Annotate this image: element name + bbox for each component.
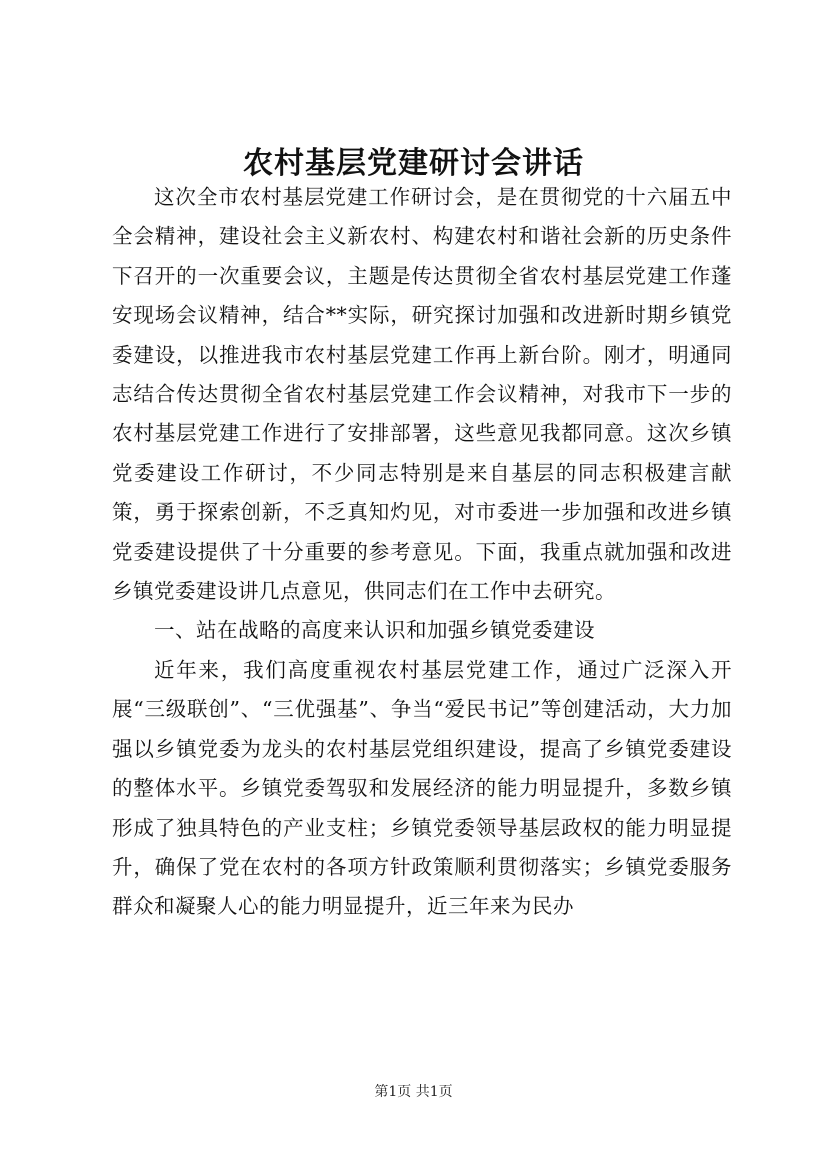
page-footer: 第1页 共1页 — [374, 1084, 453, 1100]
section-heading: 一、站在战略的高度来认识和加强乡镇党委建设 — [154, 618, 595, 643]
section-paragraph: 近年来，我们高度重视农村基层党建工作，通过广泛深入开展“三级联创”、“三优强基”、争当“爱民书记”等创建活动，大力加强以乡镇党委为龙头的农村基层党组织建设，提高了乡镇党委建设的整体水平。乡镇党委驾驭和发展经济的能力明显提升，多数乡镇形成了独具特色的产业支柱；乡镇党委领导基层政权的能力明显提升，确保了党在农村的各项方针政策顺利贯彻落实；乡镇党委服务群众和凝聚人心的能力明显提升，近三年来为民办 — [112, 657, 732, 919]
document-body — [112, 178, 732, 927]
document-title: 农村基层党建研讨会讲话 — [243, 146, 584, 181]
intro-paragraph: 这次全市农村基层党建工作研讨会，是在贯彻党的十六届五中全会精神，建设社会主义新农村、构建农村和谐社会新的历史条件下召开的一次重要会议，主题是传达贯彻全省农村基层党建工作蓬安现场会议精神，结合**实际，研究探讨加强和改进新时期乡镇党委建设，以推进我市农村基层党建工作再上新台阶。刚才，明通同志结合传达贯彻全省农村基层党建工作会议精神，对我市下一步的农村基层党建工作进行了安排部署，这些意见我都同意。这次乡镇党委建设工作研讨，不少同志特别是来自基层的同志积极建言献策，勇于探索创新，不乏真知灼见，对市委进一步加强和改进乡镇党委建设提供了十分重要的参考意见。下面，我重点就加强和改进乡镇党委建设讲几点意见，供同志们在工作中去研究。 — [112, 185, 732, 604]
